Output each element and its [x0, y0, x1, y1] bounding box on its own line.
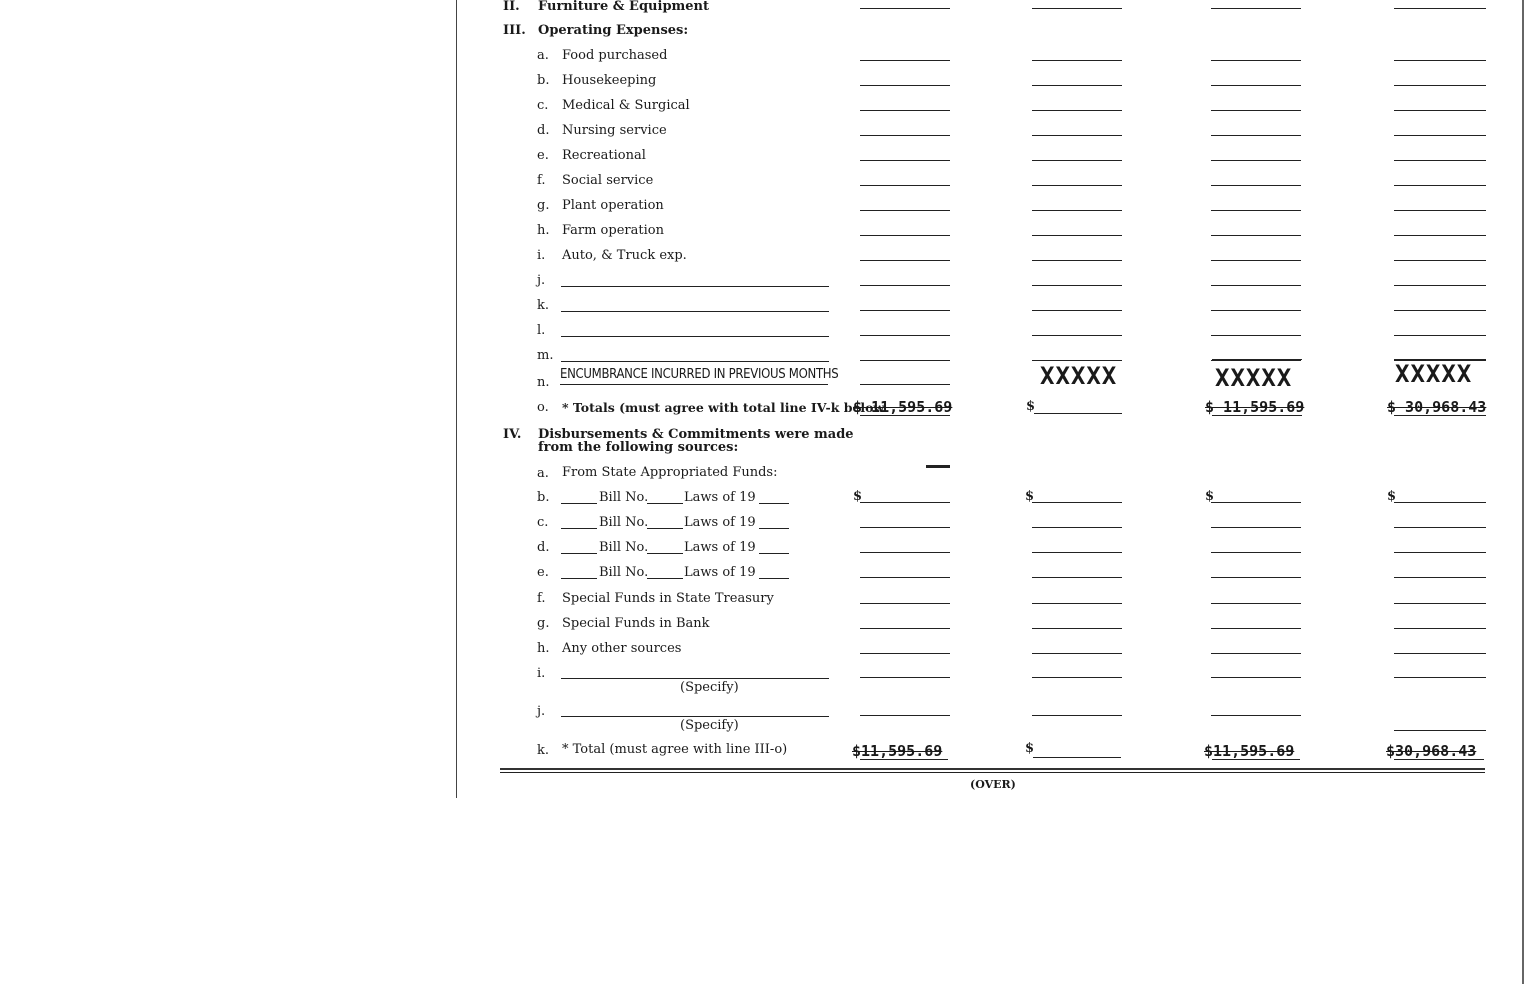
amount-blank-line	[1032, 360, 1122, 361]
amount-blank-line	[1032, 110, 1122, 111]
section-num-iii: III.	[503, 23, 526, 38]
row-label: Social service	[562, 173, 654, 188]
amount-blank-line	[1394, 359, 1486, 360]
amount-blank-line	[1032, 60, 1122, 61]
amount-blank-line	[1032, 310, 1122, 311]
section-label-disbursements-2: from the following sources:	[538, 440, 739, 455]
amount-blank-line	[1211, 60, 1301, 61]
amount-blank-line	[1211, 85, 1301, 86]
blank-line	[1034, 413, 1122, 414]
amount-blank-line	[860, 210, 950, 211]
row-label: Special Funds in State Treasury	[562, 591, 774, 606]
amount-blank-line	[1032, 135, 1122, 136]
bill-number-blank	[561, 553, 597, 554]
amount-blank-line	[1394, 110, 1486, 111]
section-label-operating: Operating Expenses:	[538, 23, 689, 38]
amount-blank-line	[1394, 552, 1486, 553]
amount-blank-line	[860, 285, 950, 286]
amount-blank-line	[1032, 677, 1122, 678]
amount-blank-line	[1032, 552, 1122, 553]
bill-label: Bill No.	[599, 515, 649, 530]
bill-number-blank	[647, 578, 683, 579]
row-letter: h.	[537, 223, 550, 238]
total-amount: $30,968.43	[1386, 742, 1477, 760]
row-letter: i.	[537, 248, 546, 263]
row-label: Housekeeping	[562, 73, 657, 88]
row-letter: c.	[537, 515, 549, 530]
amount-blank-line	[1211, 603, 1301, 604]
section-label-furniture: Furniture & Equipment	[538, 0, 710, 14]
amount-blank-line	[1394, 160, 1486, 161]
amount-blank-line	[860, 310, 950, 311]
bill-label: Bill No.	[599, 540, 649, 555]
blank-line	[1033, 757, 1121, 758]
bill-number-blank	[647, 553, 683, 554]
amount-blank-line	[1032, 715, 1122, 716]
total-amount: $11,595.69	[852, 742, 943, 760]
laws-label: Laws of 19	[684, 515, 756, 530]
bill-number-blank	[647, 503, 683, 504]
amount-blank-line	[1032, 160, 1122, 161]
bill-label: Bill No.	[599, 490, 649, 505]
row-letter: f.	[537, 173, 546, 188]
total-amount: $11,595.69	[1204, 742, 1295, 760]
blank-line	[860, 759, 948, 760]
amount-blank-line	[1394, 310, 1486, 311]
row-letter: i.	[537, 666, 546, 681]
amount-blank-line	[1211, 210, 1301, 211]
amount-blank-line	[860, 260, 950, 261]
amount-blank-line	[1394, 235, 1486, 236]
laws-label: Laws of 19	[684, 540, 756, 555]
blank-line	[1394, 759, 1484, 760]
row-letter: f.	[537, 591, 546, 606]
dollar-sign: $	[1205, 489, 1215, 504]
row-label: Food purchased	[562, 48, 668, 63]
amount-blank-line	[1211, 653, 1301, 654]
row-letter: l.	[537, 323, 546, 338]
amount-blank-line	[860, 185, 950, 186]
amount-blank-line	[1394, 335, 1486, 336]
amount-blank-line	[1394, 730, 1486, 731]
xxxxx-mark: XXXXX	[1215, 364, 1293, 392]
amount-blank-line	[1032, 527, 1122, 528]
over-label: (OVER)	[970, 778, 1016, 791]
amount-blank-line	[1394, 285, 1486, 286]
amount-blank-line	[1394, 210, 1486, 211]
amount-blank-line	[1394, 360, 1486, 361]
right-border	[1522, 0, 1524, 984]
amount-blank-line	[1211, 677, 1301, 678]
row-label: From State Appropriated Funds:	[562, 465, 778, 480]
specify-line	[561, 716, 829, 717]
amount-blank-line	[1211, 628, 1301, 629]
specify-caption: (Specify)	[680, 680, 739, 695]
amount-blank-line	[860, 110, 950, 111]
amount-blank-line	[1211, 552, 1301, 553]
xxxxx-mark: XXXXX	[1395, 360, 1473, 388]
dollar-sign: $	[853, 489, 863, 504]
write-in-line	[561, 311, 829, 312]
amount-blank-line	[1032, 185, 1122, 186]
amount-blank-line	[1032, 502, 1122, 503]
bottom-rule	[500, 768, 1485, 770]
amount-blank-line	[860, 527, 950, 528]
row-letter: g.	[537, 616, 550, 631]
amount-blank-line	[1032, 628, 1122, 629]
amount-blank-line	[860, 552, 950, 553]
amount-blank-line	[1032, 653, 1122, 654]
amount-blank-line	[1211, 360, 1301, 361]
dollar-sign: $	[1025, 489, 1035, 504]
section-num-ii: II.	[503, 0, 520, 14]
year-blank	[759, 528, 789, 529]
amount-blank-line	[1211, 160, 1301, 161]
amount-blank-line	[860, 677, 950, 678]
amount-blank-line	[1032, 335, 1122, 336]
amount-blank-line	[860, 653, 950, 654]
amount-blank-line	[860, 577, 950, 578]
amount-blank-line	[1211, 715, 1301, 716]
amount-blank-line	[1394, 185, 1486, 186]
amount-blank-line	[860, 715, 950, 716]
amount-blank-line	[1212, 359, 1302, 360]
bill-number-blank	[561, 578, 597, 579]
blank-line	[1212, 415, 1302, 416]
row-label: Auto, & Truck exp.	[562, 248, 687, 263]
row-letter: o.	[537, 400, 549, 415]
amount-blank-line	[1211, 135, 1301, 136]
amount-blank-line	[860, 160, 950, 161]
amount-blank-line	[1032, 260, 1122, 261]
bill-number-blank	[647, 528, 683, 529]
bill-label: Bill No.	[599, 565, 649, 580]
amount-blank-line	[860, 502, 950, 503]
amount-blank-line	[860, 603, 950, 604]
amount-blank-line	[1211, 285, 1301, 286]
amount-blank-line	[1394, 85, 1486, 86]
amount-blank-line	[1394, 502, 1486, 503]
amount-blank-line	[860, 85, 950, 86]
amount-blank-line	[1211, 527, 1301, 528]
write-in-line	[561, 336, 829, 337]
ink-mark	[926, 465, 950, 468]
amount-blank-line	[860, 628, 950, 629]
total-amount: $ 30,968.43	[1387, 398, 1487, 416]
row-letter: j.	[537, 273, 546, 288]
row-letter: j.	[537, 704, 546, 719]
amount-blank-line	[860, 8, 950, 9]
row-letter: a.	[537, 48, 549, 63]
amount-blank-line	[1394, 135, 1486, 136]
write-in-line	[561, 286, 829, 287]
totals-label: * Totals (must agree with total line IV-k below	[562, 400, 885, 415]
amount-blank-line	[1211, 577, 1301, 578]
amount-blank-line	[1032, 85, 1122, 86]
row-letter: k.	[537, 298, 550, 313]
amount-blank-line	[1211, 310, 1301, 311]
amount-blank-line	[1211, 110, 1301, 111]
amount-blank-line	[1032, 603, 1122, 604]
laws-label: Laws of 19	[684, 490, 756, 505]
row-letter: e.	[537, 148, 549, 163]
specify-caption: (Specify)	[680, 718, 739, 733]
amount-blank-line	[1211, 260, 1301, 261]
encumbrance-underline	[560, 384, 828, 385]
total-amount: $ 11,595.69	[853, 398, 953, 416]
row-letter: c.	[537, 98, 549, 113]
laws-label: Laws of 19	[684, 565, 756, 580]
amount-blank-line	[860, 360, 950, 361]
row-letter: d.	[537, 540, 550, 555]
row-label: Medical & Surgical	[562, 98, 690, 113]
blank-line	[1394, 415, 1486, 416]
year-blank	[759, 578, 789, 579]
amount-blank-line	[1394, 8, 1486, 9]
total-label: * Total (must agree with line III-o)	[562, 742, 788, 757]
amount-blank-line	[1394, 653, 1486, 654]
amount-blank-line	[860, 60, 950, 61]
amount-blank-line	[1211, 185, 1301, 186]
total-amount: $ 11,595.69	[1205, 398, 1305, 416]
row-letter: h.	[537, 641, 550, 656]
row-label: Recreational	[562, 148, 646, 163]
row-letter: n.	[537, 375, 550, 390]
blank-line	[1212, 759, 1300, 760]
row-letter: e.	[537, 565, 549, 580]
year-blank	[759, 503, 789, 504]
amount-blank-line	[1032, 210, 1122, 211]
row-label: Special Funds in Bank	[562, 616, 710, 631]
total-dollar-sign: $	[1026, 399, 1036, 414]
section-num-iv: IV.	[503, 427, 522, 442]
row-label: Any other sources	[562, 641, 682, 656]
bill-number-blank	[561, 528, 597, 529]
amount-blank-line	[1032, 285, 1122, 286]
row-letter: b.	[537, 73, 550, 88]
amount-blank-line	[1032, 577, 1122, 578]
section-label-disbursements: Disbursements & Commitments were made	[538, 427, 854, 442]
bill-number-blank	[561, 503, 597, 504]
write-in-line	[561, 361, 829, 362]
amount-blank-line	[1394, 603, 1486, 604]
amount-blank-line	[1394, 677, 1486, 678]
dollar-sign: $	[1387, 489, 1397, 504]
amount-blank-line	[860, 235, 950, 236]
row-label: Nursing service	[562, 123, 667, 138]
row-letter: g.	[537, 198, 550, 213]
amount-blank-line	[860, 335, 950, 336]
amount-blank-line	[1211, 8, 1301, 9]
amount-blank-line	[1394, 260, 1486, 261]
amount-blank-line	[1032, 8, 1122, 9]
row-label: Plant operation	[562, 198, 664, 213]
amount-blank-line	[1211, 235, 1301, 236]
encumbrance-stamp: ENCUMBRANCE INCURRED IN PREVIOUS MONTHS	[560, 367, 839, 382]
row-label: Farm operation	[562, 223, 664, 238]
bottom-rule	[500, 772, 1485, 773]
row-letter: a.	[537, 466, 549, 481]
amount-blank-line	[1394, 628, 1486, 629]
amount-blank-line	[1211, 335, 1301, 336]
amount-blank-line	[860, 135, 950, 136]
blank-line	[860, 415, 950, 416]
left-border	[456, 0, 457, 798]
xxxxx-mark: XXXXX	[1040, 362, 1118, 390]
row-letter: k.	[537, 743, 550, 758]
amount-blank-line	[1394, 60, 1486, 61]
amount-blank-line	[1211, 502, 1301, 503]
amount-blank-line	[1032, 235, 1122, 236]
total-dollar-sign: $	[1025, 741, 1035, 756]
row-letter: m.	[537, 348, 554, 363]
amount-blank-line	[1394, 527, 1486, 528]
row-letter: b.	[537, 490, 550, 505]
amount-blank-line	[860, 384, 950, 385]
year-blank	[759, 553, 789, 554]
row-letter: d.	[537, 123, 550, 138]
amount-blank-line	[1394, 577, 1486, 578]
specify-line	[561, 678, 829, 679]
